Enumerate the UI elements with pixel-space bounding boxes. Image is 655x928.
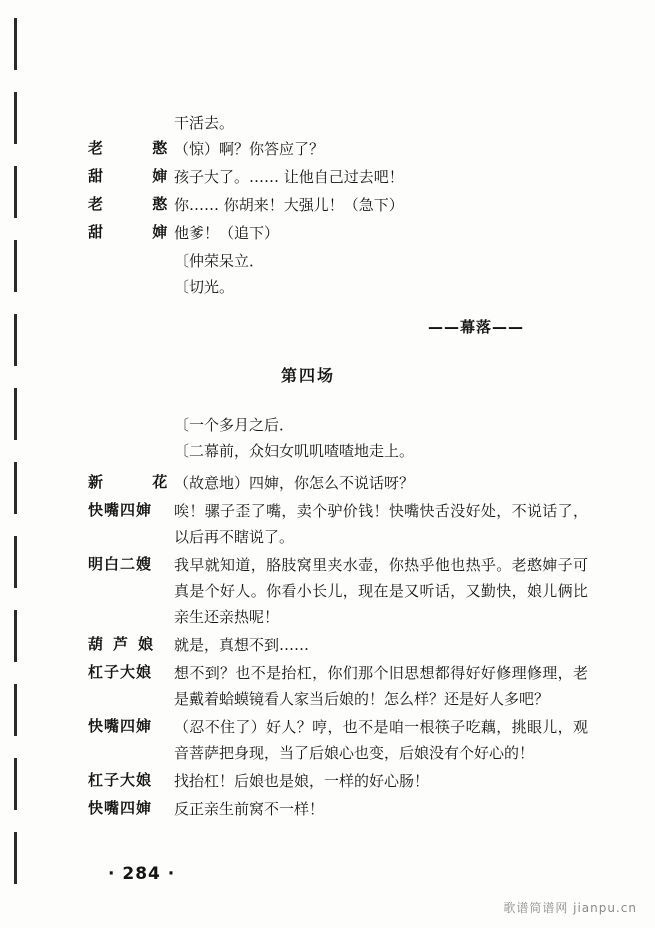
dialogue-text: （故意地）四婶，你怎么不说话呀？ bbox=[174, 474, 415, 492]
margin-tick bbox=[14, 536, 17, 588]
margin-tick bbox=[14, 240, 17, 292]
speaker-name: 明白二嫂 bbox=[88, 555, 153, 573]
speaker-name: 甜 婶 bbox=[88, 223, 190, 241]
dialogue-line bbox=[88, 660, 588, 712]
dialogue-text: 孩子大了。…… 让他自己过去吧！ bbox=[174, 168, 404, 186]
margin-tick bbox=[14, 684, 17, 736]
dialogue-line bbox=[88, 164, 588, 190]
stage-direction: 〔仲荣呆立． bbox=[174, 252, 265, 270]
dialogue-line bbox=[88, 470, 588, 496]
page-content bbox=[88, 110, 588, 824]
dialogue-line bbox=[88, 498, 588, 550]
speaker-name: 杠子大娘 bbox=[88, 771, 153, 789]
speaker-name: 快嘴四婶 bbox=[88, 501, 153, 519]
speaker-name: 快嘴四婶 bbox=[88, 717, 153, 735]
dialogue-line bbox=[88, 220, 588, 246]
dialogue-text: （惊）啊？你答应了？ bbox=[174, 140, 325, 158]
margin-tick bbox=[14, 832, 17, 884]
curtain-marker: ——幕落—— bbox=[427, 318, 524, 336]
stage-direction: 〔一个多月之后． bbox=[174, 416, 295, 434]
margin-tick bbox=[14, 462, 17, 514]
dialogue-line bbox=[88, 768, 588, 794]
margin-tick bbox=[14, 166, 17, 218]
dialogue-line bbox=[88, 192, 588, 218]
speaker-name: 杠子大娘 bbox=[88, 663, 153, 681]
dialogue-text: 你…… 你胡来！大强儿！（急下） bbox=[174, 196, 404, 214]
speaker-name: 快嘴四婶 bbox=[88, 799, 153, 817]
margin-tick bbox=[14, 92, 17, 144]
speaker-name: 老 憨 bbox=[88, 139, 190, 157]
speaker-name: 甜 婶 bbox=[88, 167, 190, 185]
margin-tick bbox=[14, 758, 17, 810]
dialogue-text: 找抬杠！后娘也是娘，一样的好心肠！ bbox=[174, 772, 430, 790]
dialogue-line bbox=[88, 714, 588, 766]
dialogue-text: 我早就知道，胳肢窝里夹水壶，你热乎他也热乎。老憨婶子可真是个好人。你看小长儿，现在是又听话，又勤快，娘儿俩比亲生还亲热呢！ bbox=[174, 556, 588, 626]
dialogue-text: 他爹！（追下） bbox=[174, 224, 280, 242]
speaker-name: 新 花 bbox=[88, 473, 190, 491]
dialogue-text: （忍不住了）好人？哼，也不是咱一根筷子吃藕，挑眼儿，观音菩萨把身现，当了后娘心也变，后娘没有个好心的！ bbox=[174, 718, 588, 762]
dialogue-line bbox=[88, 632, 588, 658]
watermark: 歌谱简谱网 jianpu.cn bbox=[503, 901, 637, 915]
continuation-line: 干活去。 bbox=[174, 114, 235, 132]
dialogue-text: 反正亲生前窝不一样！ bbox=[174, 800, 325, 818]
margin-tick bbox=[14, 314, 17, 366]
margin-tick bbox=[14, 610, 17, 662]
stage-direction: 〔切光。 bbox=[174, 278, 235, 296]
speaker-name: 老 憨 bbox=[88, 195, 190, 213]
margin-tick bbox=[14, 18, 17, 70]
dialogue-line bbox=[88, 796, 588, 822]
dialogue-text: 唉！骡子歪了嘴，卖个驴价钱！快嘴快舌没好处，不说话了，以后再不瞎说了。 bbox=[174, 502, 588, 546]
scene-title: 第四场 bbox=[280, 366, 335, 385]
stage-direction: 〔二幕前，众妇女叽叽喳喳地走上。 bbox=[174, 442, 415, 460]
dialogue-line bbox=[88, 136, 588, 162]
speaker-name: 葫芦娘 bbox=[88, 635, 164, 653]
dialogue-text: 就是，真想不到…… bbox=[174, 636, 310, 654]
dialogue-text: 想不到？也不是抬杠，你们那个旧思想都得好好修理修理，老是戴着蛤蟆镜看人家当后娘的！怎么样？还是好人多吧？ bbox=[174, 664, 588, 708]
margin-tick bbox=[14, 388, 17, 440]
dialogue-line bbox=[88, 552, 588, 630]
page-number: · 284 · bbox=[108, 864, 176, 884]
